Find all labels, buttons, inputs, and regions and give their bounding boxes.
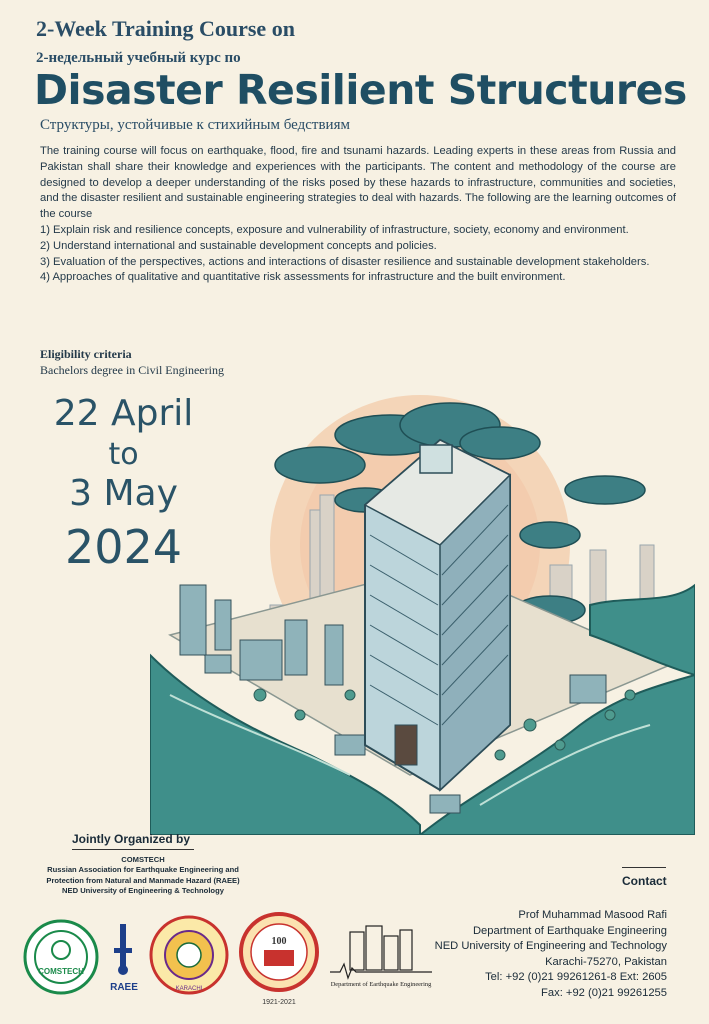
contact-address: Karachi-75270, Pakistan <box>545 955 667 968</box>
contact-title: Contact <box>622 874 667 888</box>
contact-tel: Tel: +92 (0)21 99261261-8 Ext: 2605 <box>485 971 667 984</box>
date-start: 22 April <box>53 393 194 434</box>
intro-paragraph: The training course will focus on earthquake, flood, fire and tsunami hazards. Leading experts in these areas from Russia and Pakistan shall share their knowledge and experiences with the participants. The content and methodology of the course are designed to develop a deeper understanding of the risks posed by these hazards to infrastructure, communities and societies, and the disaster resilient and sustainable engineering strategies to deal with hazards. The following are the learning outcomes of the course <box>40 145 676 221</box>
course-description <box>40 144 676 286</box>
ned-centenary-years: 1921-2021 <box>262 999 296 1006</box>
date-to: to <box>108 437 139 472</box>
learning-outcomes <box>40 223 676 286</box>
ned-centenary-logo <box>236 912 322 1008</box>
outcome-item: 1) Explain risk and resilience concepts, exposure and vulnerability of infrastructure, society, economy and environment. <box>40 223 629 236</box>
earthquake-department-logo <box>326 922 436 994</box>
contact-name: Prof Muhammad Masood Rafi <box>518 909 667 921</box>
outcome-item: 4) Approaches of qualitative and quantitative risk assessments for infrastructure and the built environment. <box>40 271 566 284</box>
comstech-logo <box>22 918 100 996</box>
organizers-title: Jointly Organized by <box>72 832 191 846</box>
organizers-list <box>18 855 268 897</box>
ned-university-logo <box>148 914 230 996</box>
subtitle-ru: Структуры, устойчивые к стихийным бедствиям <box>40 117 350 133</box>
contact-department: Department of Earthquake Engineering <box>472 924 667 937</box>
organizer-item: Russian Association for Earthquake Engineering and <box>47 865 239 875</box>
contact-university: NED University of Engineering and Technology <box>434 940 667 953</box>
outcome-item: 3) Evaluation of the perspectives, actions and interactions of disaster resilience and sustainable development stakeholders. <box>40 255 650 268</box>
organizer-item: Protection from Natural and Manmade Hazard (RAEE) <box>46 875 240 885</box>
header-title-en: 2-Week Training Course on <box>36 16 295 41</box>
raee-logo-text: RAEE <box>110 982 138 993</box>
department-logo-caption: Department of Earthquake Engineering <box>330 981 432 988</box>
main-title: Disaster Resilient Structures <box>34 66 687 114</box>
building-illustration <box>150 395 695 835</box>
organizer-item: COMSTECH <box>121 855 165 864</box>
eligibility-text: Bachelors degree in Civil Engineering <box>40 363 224 377</box>
organizers-divider <box>72 849 194 850</box>
date-end: 3 May <box>69 473 178 514</box>
comstech-logo-text: COMSTECH <box>38 967 84 976</box>
ned-centenary-number: 100 <box>271 936 287 947</box>
ned-logo-caption: KARACHI <box>175 986 203 992</box>
contact-fax: Fax: +92 (0)21 99261255 <box>541 986 667 999</box>
main-tower <box>365 440 510 790</box>
organizer-item: NED University of Engineering & Technology <box>62 886 224 896</box>
raee-logo <box>104 918 144 998</box>
eligibility-title: Eligibility criteria <box>40 347 132 361</box>
header-title-ru: 2-недельный учебный курс по <box>36 50 241 66</box>
contact-divider <box>622 867 666 868</box>
date-year: 2024 <box>64 520 183 574</box>
outcome-item: 2) Understand international and sustainable development concepts and policies. <box>40 239 437 252</box>
